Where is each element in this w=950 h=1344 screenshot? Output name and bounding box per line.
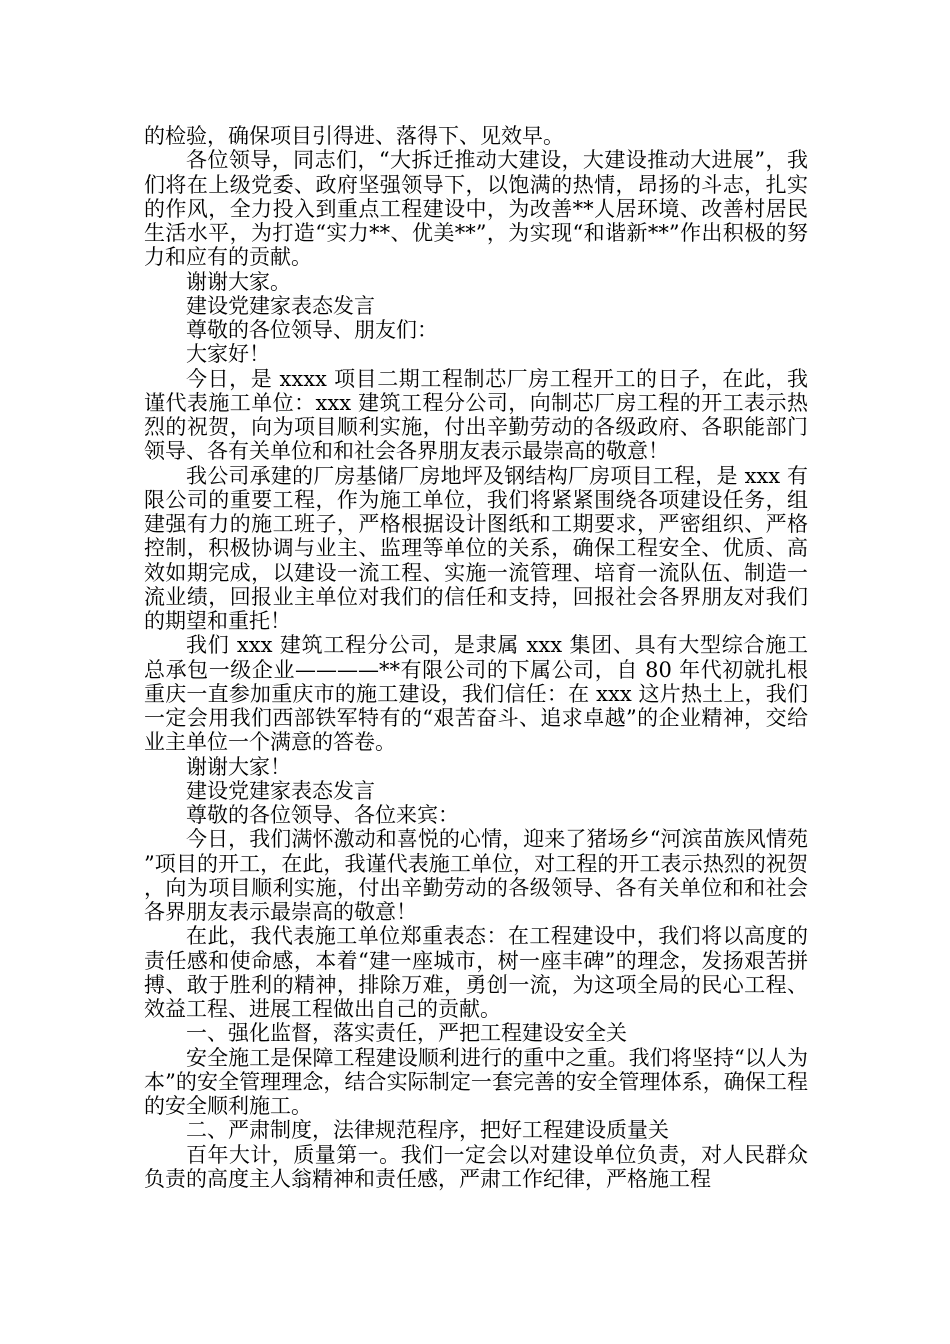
- paragraph: 大家好！: [186, 342, 270, 367]
- paragraph: 各位领导，同志们，“大拆迁推动大建设，大建设推动大进展”，我们将在上级党委、政府坚强领导下，以饱满的热情，昂扬的斗志，扎实的作风，全力投入到重点工程建设中，为改善**人居环境、改善村居民生活水平，为打造“实力**、优美**”，为实现“和谐新**”作出积极的努力和应有的贡献。: [144, 148, 808, 270]
- paragraph: 今日，是 xxxx 项目二期工程制芯厂房工程开工的日子，在此，我谨代表施工单位：xxx 建筑工程分公司，向制芯厂房工程的开工表示热烈的祝贺，向为项目顺利实施，付出辛勤劳动的各级政府、各职能部门领导、各有关单位和和社会各界朋友表示最崇高的敬意！: [144, 366, 808, 464]
- paragraph: 建设党建家表态发言: [186, 293, 375, 318]
- paragraph: 我们 xxx 建筑工程分公司，是隶属 xxx 集团、具有大型综合施工总承包一级企业————**有限公司的下属公司，自 80 年代初就扎根重庆一直参加重庆市的施工建设，我们信任：在 xxx 这片热土上，我们一定会用我们西部铁军特有的“艰苦奋斗、追求卓越”的企业精神，交给业主单位一个满意的答卷。: [144, 633, 808, 755]
- paragraph: 一、强化监督，落实责任，严把工程建设安全关: [186, 1021, 627, 1046]
- document-body: [144, 124, 808, 1191]
- paragraph: 在此，我代表施工单位郑重表态：在工程建设中，我们将以高度的责任感和使命感，本着“建一座城市，树一座丰碑”的理念，发扬艰苦拼搏、敢于胜利的精神，排除万难，勇创一流，为这项全局的民心工程、效益工程、进展工程做出自己的贡献。: [144, 924, 808, 1021]
- paragraph: 二、严肃制度，法律规范程序，把好工程建设质量关: [186, 1118, 669, 1143]
- paragraph: 尊敬的各位领导、各位来宾：: [186, 803, 459, 827]
- paragraph: 谢谢大家！: [186, 754, 291, 779]
- paragraph: 安全施工是保障工程建设顺利进行的重中之重。我们将坚持“以人为本”的安全管理理念，结合实际制定一套完善的安全管理体系，确保工程的安全顺利施工。: [144, 1045, 808, 1118]
- paragraph: 百年大计，质量第一。我们一定会以对建设单位负责，对人民群众负责的高度主人翁精神和责任感，严肃工作纪律，严格施工程: [144, 1142, 808, 1191]
- paragraph: 建设党建家表态发言: [186, 778, 375, 803]
- paragraph: 今日，我们满怀激动和喜悦的心情，迎来了猪场乡“河滨苗族风情苑”项目的开工，在此，我谨代表施工单位，对工程的开工表示热烈的祝贺，向为项目顺利实施，付出辛勤劳动的各级领导、各有关单位和和社会各界朋友表示最崇高的敬意！: [144, 827, 808, 924]
- paragraph: 谢谢大家。: [186, 269, 291, 294]
- paragraph: 的检验，确保项目引得进、落得下、见效早。: [144, 124, 564, 148]
- paragraph: 尊敬的各位领导、朋友们：: [186, 318, 438, 342]
- paragraph: 我公司承建的厂房基储厂房地坪及钢结构厂房项目工程，是 xxx 有限公司的重要工程，作为施工单位，我们将紧紧围绕各项建设任务，组建强有力的施工班子，严格根据设计图纸和工期要求，严密组织、严格控制，积极协调与业主、监理等单位的关系，确保工程安全、优质、高效如期完成，以建设一流工程、实施一流管理、培育一流队伍、制造一流业绩，回报业主单位对我们的信任和支持，回报社会各界朋友对我们的期望和重托！: [144, 463, 808, 633]
